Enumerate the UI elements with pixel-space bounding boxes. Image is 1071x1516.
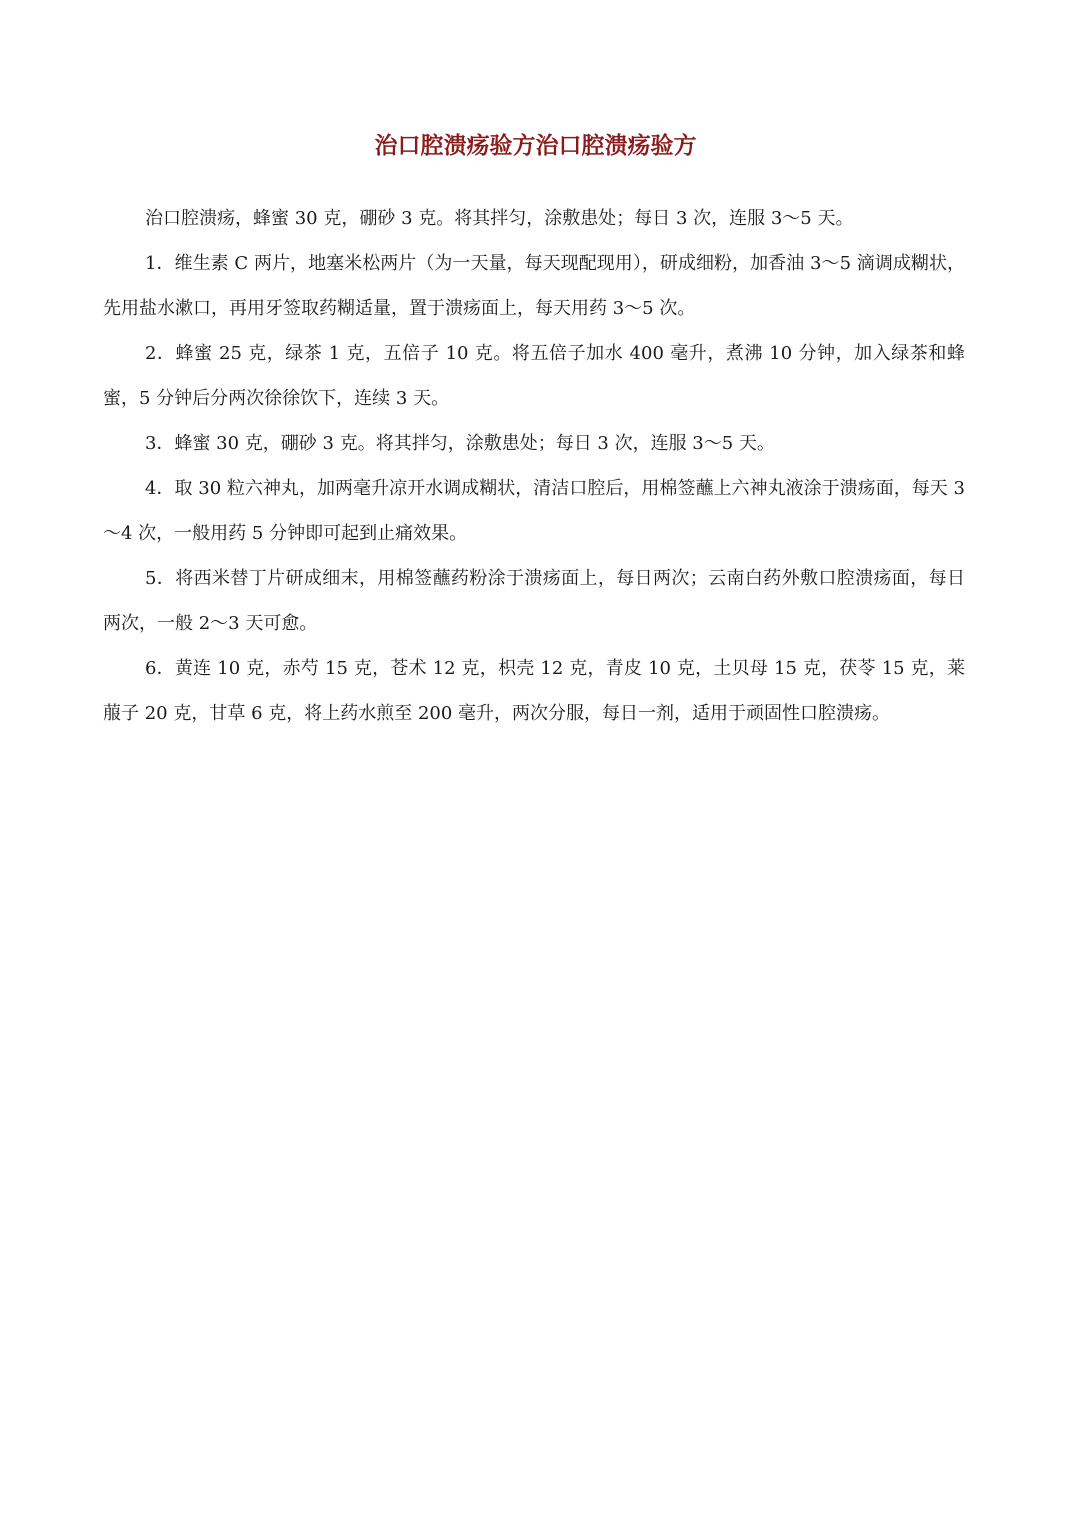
paragraph-intro: 治口腔溃疡，蜂蜜 30 克，硼砂 3 克。将其拌匀，涂敷患处；每日 3 次，连服 3～5 天。 xyxy=(145,208,854,229)
document-body xyxy=(103,196,965,736)
paragraph-remedy-2: 2．蜂蜜 25 克，绿茶 1 克，五倍子 10 克。将五倍子加水 400 毫升，煮沸 10 分钟，加入绿茶和蜂蜜，5 分钟后分两次徐徐饮下，连续 3 天。 xyxy=(103,343,965,409)
paragraph-remedy-4: 4．取 30 粒六神丸，加两毫升凉开水调成糊状，清洁口腔后，用棉签蘸上六神丸液涂于溃疡面，每天 3～4 次，一般用药 5 分钟即可起到止痛效果。 xyxy=(103,478,965,544)
document-title: 治口腔溃疡验方治口腔溃疡验方 xyxy=(374,132,697,159)
paragraph-remedy-5: 5．将西米替丁片研成细末，用棉签蘸药粉涂于溃疡面上，每日两次；云南白药外敷口腔溃疡面，每日两次，一般 2～3 天可愈。 xyxy=(103,568,965,634)
paragraph-remedy-6: 6．黄连 10 克，赤芍 15 克，苍术 12 克，枳壳 12 克，青皮 10 克，土贝母 15 克，茯苓 15 克，莱菔子 20 克，甘草 6 克，将上药水煎至 200 毫升，两次分服，每日一剂，适用于顽固性口腔溃疡。 xyxy=(103,658,965,724)
paragraph-remedy-3: 3．蜂蜜 30 克，硼砂 3 克。将其拌匀，涂敷患处；每日 3 次，连服 3～5 天。 xyxy=(145,433,775,454)
paragraph-remedy-1: 1．维生素 C 两片，地塞米松两片（为一天量，每天现配现用），研成细粉，加香油 3～5 滴调成糊状，先用盐水漱口，再用牙签取药糊适量，置于溃疡面上，每天用药 3～5 次。 xyxy=(103,253,965,319)
